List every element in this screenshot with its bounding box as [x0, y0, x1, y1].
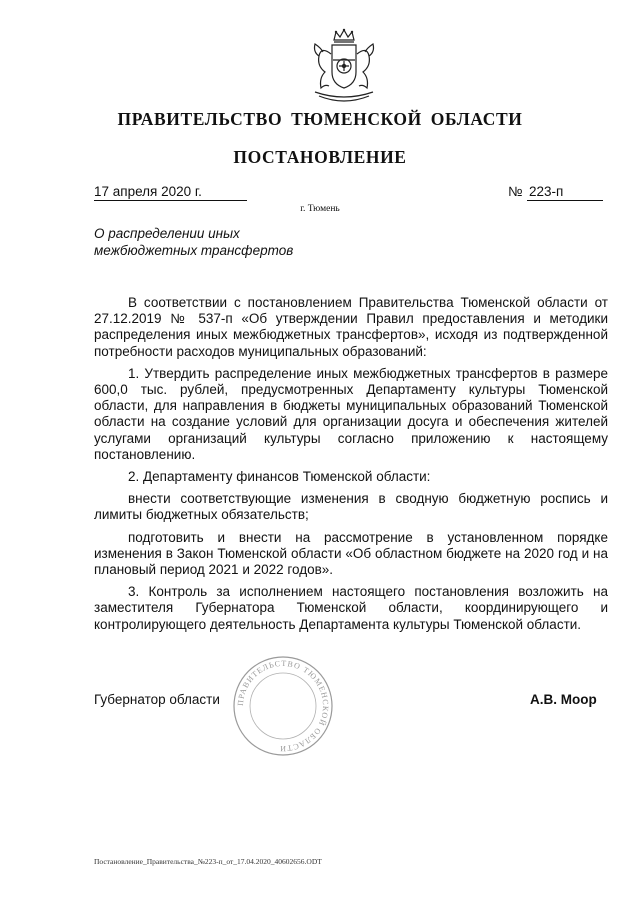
stamp-text: ПРАВИТЕЛЬСТВО ТЮМЕНСКОЙ ОБЛАСТИ: [235, 658, 331, 754]
subject-line-2: межбюджетных трансфертов: [94, 243, 294, 258]
clause-2-item-2-paragraph: подготовить и внести на рассмотрение в установленном порядке изменения в Закон Тюменской области «Об областном бюджете на 2020 год и на плановый период 2021 и 2022 годов».: [94, 529, 608, 578]
number-sign: №: [508, 184, 523, 199]
clause-1-paragraph: 1. Утвердить распределение иных межбюджетных трансфертов в размере 600,0 тыс. рублей, предусмотренных Департаменту культуры Тюменской области, для направления в бюджеты муниципальных образований Тюменской области на создание условий для организации досуга и обеспечения жителей услугами организаций культуры согласно приложению к настоящему постановлению.: [94, 365, 608, 462]
document-type-title: ПОСТАНОВЛЕНИЕ: [233, 147, 407, 167]
footer-file-reference: Постановление_Правительства_№223-п_от_17.04.2020_40602656.ODT: [94, 857, 322, 866]
official-stamp: [232, 655, 334, 757]
clause-3-paragraph: 3. Контроль за исполнением настоящего постановления возложить на заместителя Губернатора Тюменской области, координирующего и контролирующего деятельность Департамента культуры Тюменской области.: [94, 584, 608, 632]
tyumen-coat-of-arms-icon: [303, 26, 385, 112]
signatory-name: А.В. Моор: [530, 692, 597, 707]
document-number: 223-п: [527, 183, 603, 201]
document-subject: [94, 225, 354, 259]
document-date: 17 апреля 2020 г.: [94, 183, 247, 201]
signatory-title: Губернатор области: [94, 692, 220, 707]
clause-2-item-1-paragraph: внести соответствующие изменения в сводную бюджетную роспись и лимиты бюджетных обязательств;: [94, 491, 608, 523]
preamble-paragraph: В соответствии с постановлением Правительства Тюменской области от 27.12.2019 № 537-п «Об утверждении Правил предоставления и методики распределения иных межбюджетных трансфертов», исходя из подтвержденной потребности расходов муниципальных образований:: [94, 295, 608, 359]
clause-2-paragraph: 2. Департаменту финансов Тюменской области:: [128, 469, 431, 485]
document-body: [94, 295, 608, 639]
document-city: г. Тюмень: [300, 204, 340, 214]
subject-line-1: О распределении иных: [94, 226, 240, 241]
organization-title: ПРАВИТЕЛЬСТВО ТЮМЕНСКОЙ ОБЛАСТИ: [117, 109, 523, 129]
